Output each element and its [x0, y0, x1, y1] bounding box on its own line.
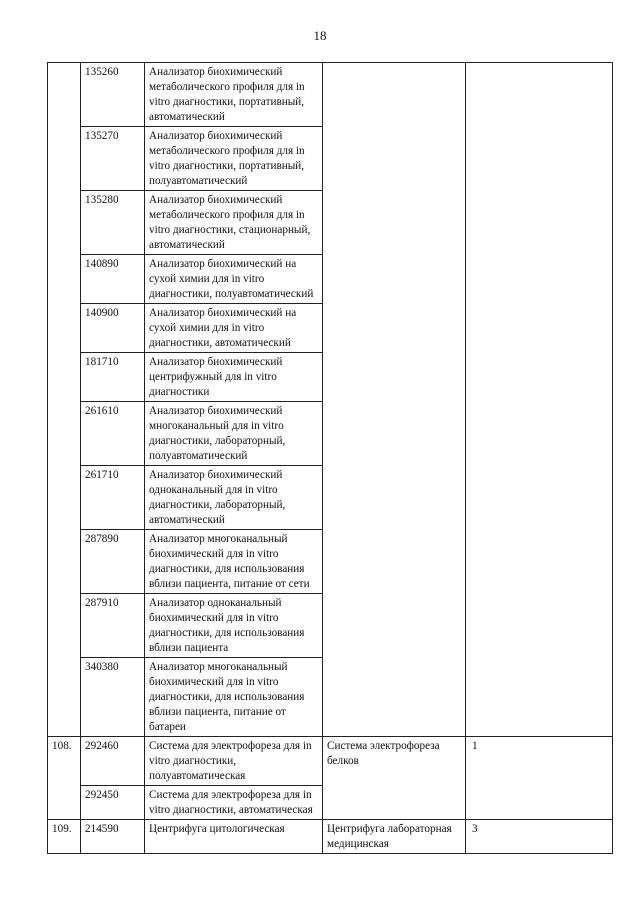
code-cell: 340380 [81, 658, 145, 737]
code-cell: 181710 [81, 353, 145, 402]
name-cell: Анализатор биохимический метаболического профиля для in vitro диагностики, портативный, автоматический [145, 63, 323, 127]
code-cell: 287890 [81, 530, 145, 594]
page-number: 18 [313, 28, 327, 43]
name-cell: Система для электрофореза для in vitro диагностики, полуавтоматическая [145, 737, 323, 786]
equipment-type-cell: Система электрофореза белков [323, 737, 466, 820]
table-body [48, 63, 613, 854]
name-cell: Система для электрофореза для in vitro диагностики, автоматическая [145, 786, 323, 820]
code-cell: 135270 [81, 127, 145, 191]
code-cell: 140890 [81, 255, 145, 304]
equipment-type-cell: Центрифуга лабораторная медицинская [323, 820, 466, 854]
code-cell: 135260 [81, 63, 145, 127]
name-cell: Анализатор одноканальный биохимический для in vitro диагностики, для использования вблизи пациента [145, 594, 323, 658]
quantity-cell: 3 [466, 820, 613, 854]
code-cell: 140900 [81, 304, 145, 353]
name-cell: Анализатор биохимический центрифужный для in vitro диагностики [145, 353, 323, 402]
equipment-table [47, 62, 613, 854]
quantity-cell: 1 [466, 737, 613, 820]
code-cell: 135280 [81, 191, 145, 255]
name-cell: Анализатор биохимический метаболического профиля для in vitro диагностики, портативный, полуавтоматический [145, 127, 323, 191]
table-row [48, 737, 613, 786]
name-cell: Анализатор биохимический одноканальный для in vitro диагностики, лабораторный, автоматический [145, 466, 323, 530]
name-cell: Анализатор многоканальный биохимический для in vitro диагностики, для использования вблизи пациента, питание от сети [145, 530, 323, 594]
name-cell: Анализатор биохимический многоканальный для in vitro диагностики, лабораторный, полуавтоматический [145, 402, 323, 466]
name-cell: Центрифуга цитологическая [145, 820, 323, 854]
row-number-cell: 109. [48, 820, 81, 854]
table-row [48, 63, 613, 127]
quantity-cell [466, 63, 613, 737]
table-row [48, 820, 613, 854]
name-cell: Анализатор биохимический метаболического профиля для in vitro диагностики, стационарный, автоматический [145, 191, 323, 255]
code-cell: 287910 [81, 594, 145, 658]
code-cell: 214590 [81, 820, 145, 854]
name-cell: Анализатор биохимический на сухой химии для in vitro диагностики, автоматический [145, 304, 323, 353]
name-cell: Анализатор многоканальный биохимический для in vitro диагностики, для использования вблизи пациента, питание от батареи [145, 658, 323, 737]
row-number-cell: 108. [48, 737, 81, 820]
row-number-cell [48, 63, 81, 737]
code-cell: 292450 [81, 786, 145, 820]
code-cell: 261610 [81, 402, 145, 466]
equipment-type-cell [323, 63, 466, 737]
code-cell: 292460 [81, 737, 145, 786]
code-cell: 261710 [81, 466, 145, 530]
name-cell: Анализатор биохимический на сухой химии для in vitro диагностики, полуавтоматический [145, 255, 323, 304]
